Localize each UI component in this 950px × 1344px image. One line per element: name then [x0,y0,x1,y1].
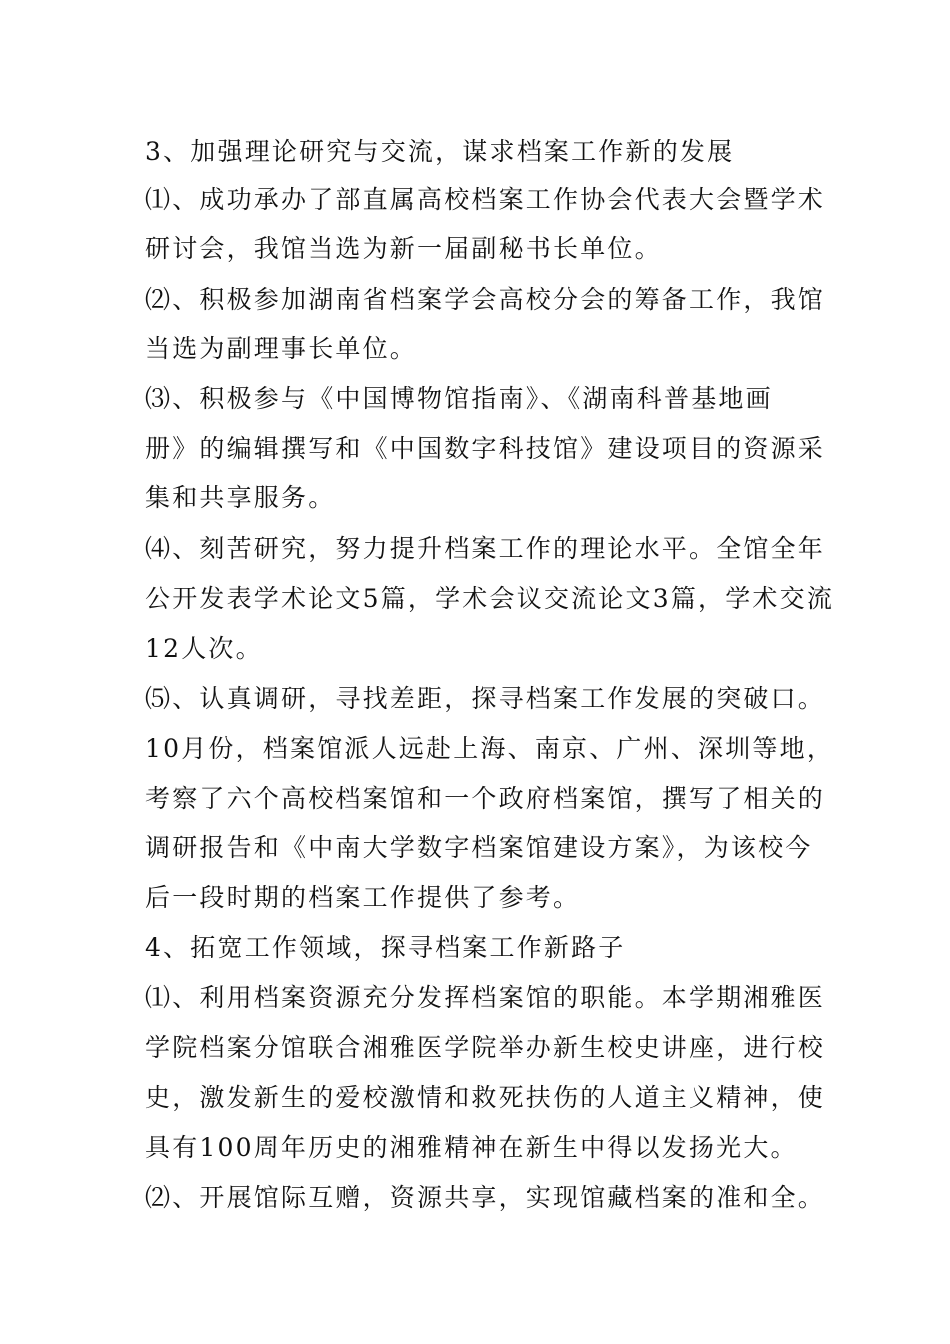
paragraph-line: ⑵、积极参加湖南省档案学会高校分会的筹备工作，我馆 [145,285,826,314]
paragraph-line: 当选为副理事长单位。 [145,334,418,363]
paragraph-line: ⑷、刻苦研究，努力提升档案工作的理论水平。全馆全年 [145,534,826,563]
paragraph-line: 史，激发新生的爱校激情和救死扶伤的人道主义精神，使 [145,1083,826,1112]
paragraph-line: 调研报告和《中南大学数字档案馆建设方案》，为该校今 [145,833,813,862]
paragraph-line: ⑶、积极参与《中国博物馆指南》、《湖南科普基地画 [145,384,773,413]
paragraph-line: 公开发表学术论文5篇，学术会议交流论文3篇，学术交流 [145,584,835,613]
paragraph-line: 具有100周年历史的湘雅精神在新生中得以发扬光大。 [145,1133,798,1162]
paragraph-line: ⑵、开展馆际互赠，资源共享，实现馆藏档案的准和全。 [145,1183,826,1212]
paragraph-line: ⑸、认真调研，寻找差距，探寻档案工作发展的突破口。 [145,684,826,713]
section-heading-3: 3、加强理论研究与交流，谋求档案工作新的发展 [145,137,735,166]
paragraph-line: 册》的编辑撰写和《中国数字科技馆》建设项目的资源采 [145,434,826,463]
paragraph-line: ⑴、利用档案资源充分发挥档案馆的职能。本学期湘雅医 [145,983,826,1012]
paragraph-line: ⑴、成功承办了部直属高校档案工作协会代表大会暨学术 [145,185,826,214]
paragraph-line: 研讨会，我馆当选为新一届副秘书长单位。 [145,234,662,263]
paragraph-line: 12人次。 [145,634,263,663]
section-heading-4: 4、拓宽工作领域，探寻档案工作新路子 [145,933,626,962]
paragraph-line: 集和共享服务。 [145,483,336,512]
paragraph-line: 考察了六个高校档案馆和一个政府档案馆，撰写了相关的 [145,784,826,813]
paragraph-line: 后一段时期的档案工作提供了参考。 [145,883,581,912]
paragraph-line: 学院档案分馆联合湘雅医学院举办新生校史讲座，进行校 [145,1033,826,1062]
paragraph-line: 10月份，档案馆派人远赴上海、南京、广州、深圳等地， [145,734,835,763]
